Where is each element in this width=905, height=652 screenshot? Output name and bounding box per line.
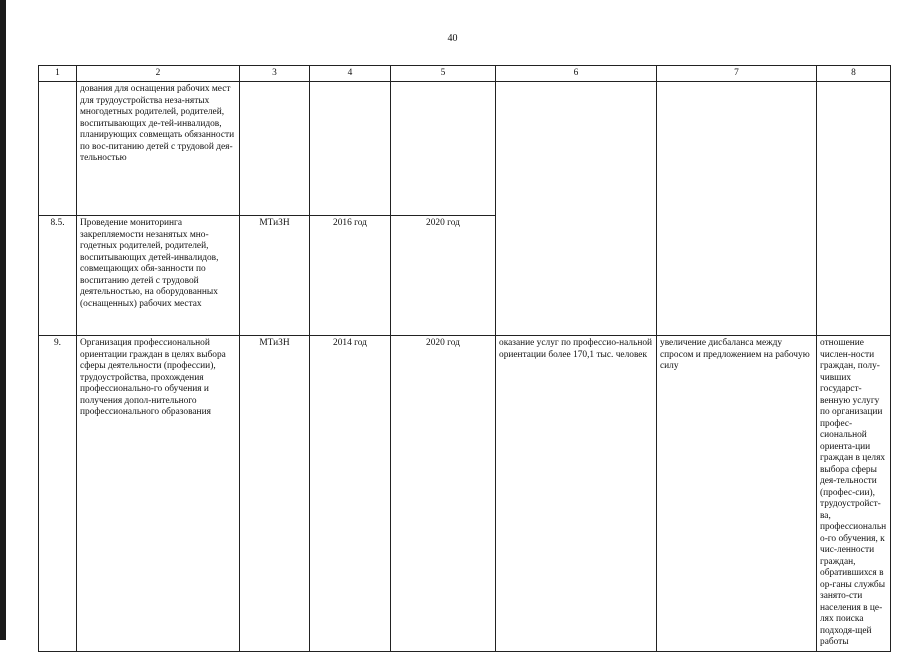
result-cell: оказание услуг по профессио-нальной ориентации более 170,1 тыс. человек [496, 336, 657, 652]
header-cell-5: 5 [391, 66, 496, 82]
end-year-cell: 2020 год [391, 336, 496, 652]
header-cell-2: 2 [77, 66, 240, 82]
result-cell [496, 82, 657, 336]
measure-description-cell: Организация профессиональной ориентации граждан в целях выбора сферы деятельности (профессии), трудоустройства, прохождения профессионально-го обучения и получения допол-нительного профессионального образования [77, 336, 240, 652]
indicator-cell: отношение числен-ности граждан, полу-чивших государст-венную услугу по организации профес-сиональной ориента-ции граждан в целях выбора сферы дея-тельности (профес-сии), трудоустройст-ва, профессионально-го обучения, к чис-ленности граждан, обратившихся в ор-ганы службы занято-сти населения в це-лях поиска подходя-щей работы [817, 336, 891, 652]
measure-description-cell: Проведение мониторинга закрепляемости незанятых мно-годетных родителей, родителей, воспитывающих детей-инвалидов, совмещающих обя-занности по воспитанию детей с трудовой деятельностью, на оборудованных (оснащенных) рабочих местах [77, 216, 240, 336]
table-header-row [39, 66, 891, 82]
end-year-cell: 2020 год [391, 216, 496, 336]
header-cell-4: 4 [310, 66, 391, 82]
header-cell-7: 7 [657, 66, 817, 82]
executor-cell: МТиЗН [240, 216, 310, 336]
row-number-cell: 9. [39, 336, 77, 652]
consequence-cell [657, 82, 817, 336]
executor-cell [240, 82, 310, 216]
header-cell-8: 8 [817, 66, 891, 82]
table-row-continuation [39, 82, 891, 216]
executor-cell: МТиЗН [240, 336, 310, 652]
row-number-cell: 8.5. [39, 216, 77, 336]
measure-description-cell: дования для оснащения рабочих мест для трудоустройства неза-нятых многодетных родителей, родителей, воспитывающих де-тей-инвалидов, планирующих совмещать обязанности по вос-питанию детей с трудовой дея-тельностью [77, 82, 240, 216]
measures-table [38, 65, 891, 652]
page-left-edge [0, 0, 6, 640]
row-number-cell [39, 82, 77, 216]
start-year-cell [310, 82, 391, 216]
page-number: 40 [447, 33, 458, 44]
start-year-cell: 2014 год [310, 336, 391, 652]
table-row-9 [39, 336, 891, 652]
consequence-cell: увеличение дисбаланса между спросом и предложением на рабочую силу [657, 336, 817, 652]
indicator-cell [817, 82, 891, 336]
header-cell-1: 1 [39, 66, 77, 82]
header-cell-6: 6 [496, 66, 657, 82]
end-year-cell [391, 82, 496, 216]
header-cell-3: 3 [240, 66, 310, 82]
start-year-cell: 2016 год [310, 216, 391, 336]
